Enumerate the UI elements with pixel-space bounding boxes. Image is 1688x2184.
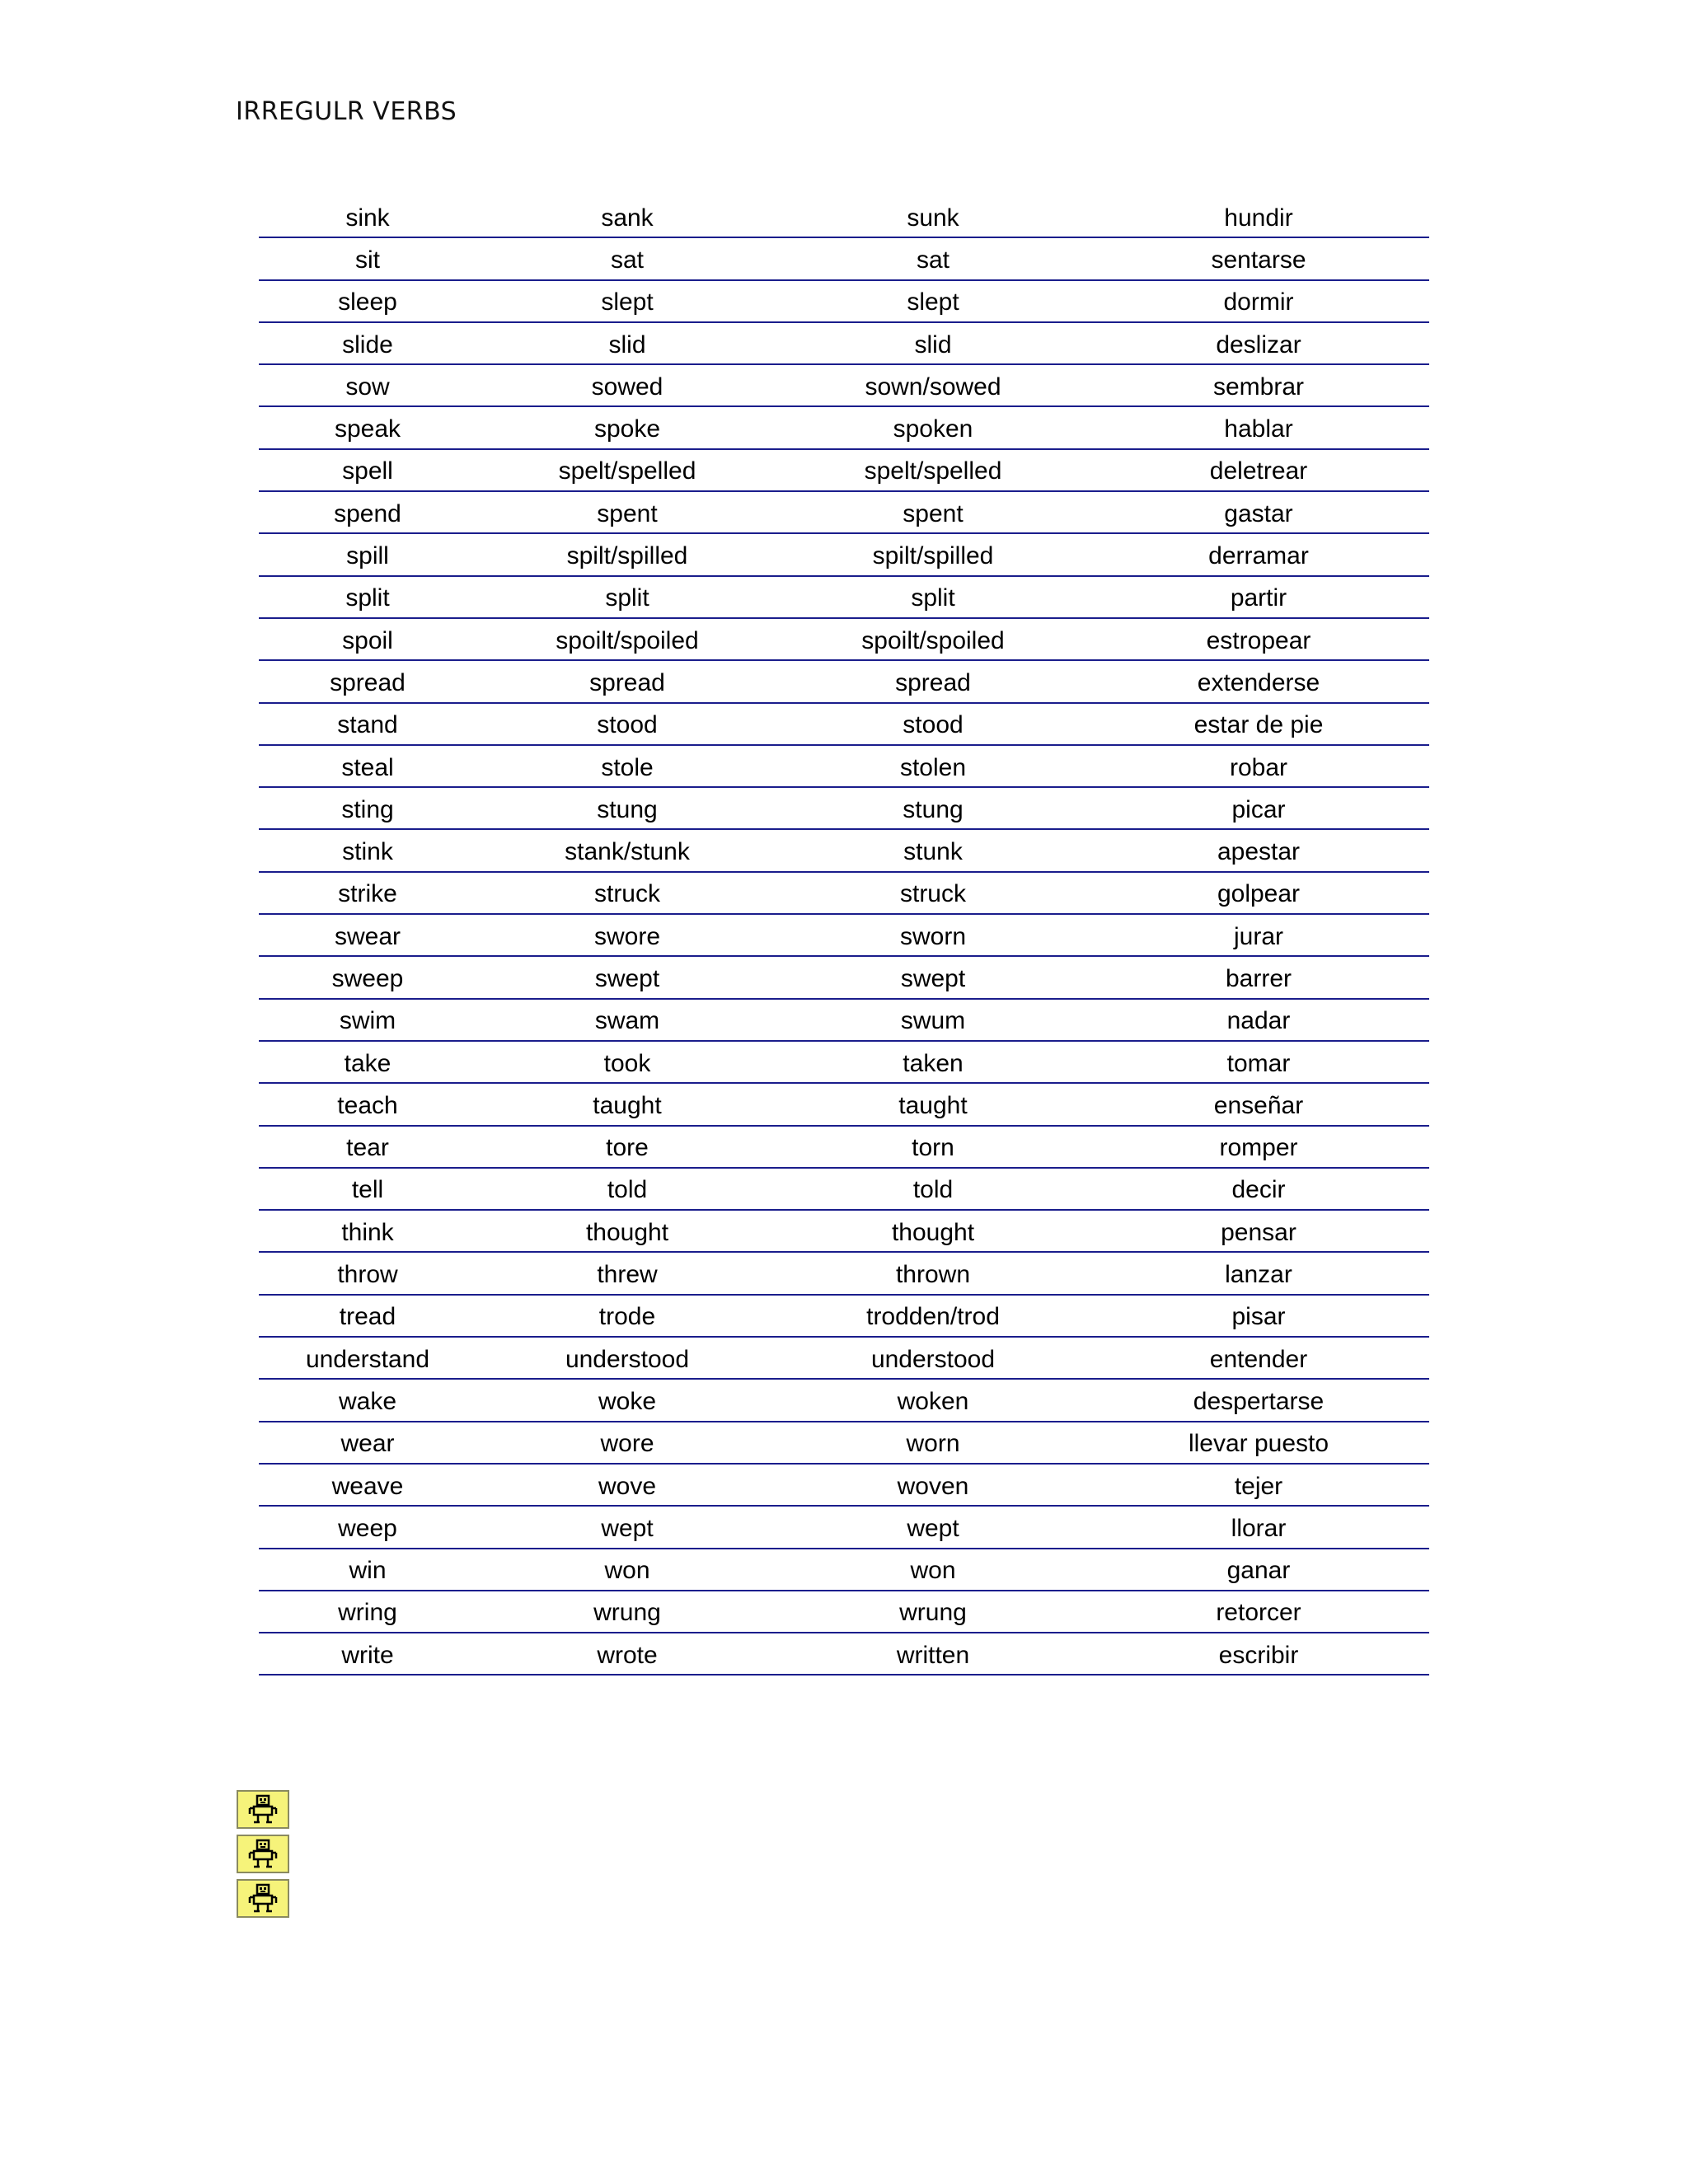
spanish-translation-cell: hundir <box>1224 204 1293 232</box>
table-row <box>259 1591 1429 1633</box>
spanish-translation-cell: golpear <box>1217 880 1301 908</box>
table-row <box>259 957 1429 999</box>
table-row <box>259 1380 1429 1422</box>
table-row <box>259 1169 1429 1211</box>
past-participle-cell: struck <box>899 880 966 908</box>
table-row <box>259 577 1429 619</box>
spanish-translation-cell: sembrar <box>1212 373 1305 401</box>
spanish-translation-cell: ganar <box>1226 1557 1291 1585</box>
robot-icon <box>237 1835 289 1873</box>
table-row <box>259 873 1429 915</box>
past-participle-cell: woven <box>897 1472 969 1500</box>
past-simple-cell: understood <box>565 1345 690 1373</box>
table-row <box>259 1296 1429 1338</box>
robot-icon <box>237 1879 289 1918</box>
infinitive-cell: take <box>344 1049 392 1077</box>
spanish-translation-cell: hablar <box>1224 415 1293 443</box>
past-simple-cell: spoke <box>593 415 661 443</box>
spanish-translation-cell: jurar <box>1233 922 1283 950</box>
spanish-translation-cell: picar <box>1231 795 1286 823</box>
infinitive-cell: swear <box>334 922 401 950</box>
past-simple-cell: spelt/spelled <box>558 457 696 485</box>
table-row <box>259 1127 1429 1169</box>
infinitive-cell: weep <box>338 1514 397 1542</box>
past-simple-cell: wrung <box>593 1599 661 1627</box>
past-participle-cell: split <box>911 584 955 612</box>
past-participle-cell: slid <box>914 330 952 359</box>
past-simple-cell: slid <box>608 330 646 359</box>
infinitive-cell: split <box>345 584 390 612</box>
infinitive-cell: sleep <box>338 288 397 316</box>
infinitive-cell: throw <box>337 1261 398 1289</box>
infinitive-cell: wring <box>338 1599 397 1627</box>
table-row <box>259 1084 1429 1126</box>
past-participle-cell: won <box>910 1557 956 1585</box>
spanish-translation-cell: llevar puesto <box>1188 1430 1329 1458</box>
table-row <box>259 238 1429 280</box>
past-participle-cell: trodden/trod <box>866 1303 1000 1331</box>
past-participle-cell: swum <box>900 1007 966 1035</box>
past-simple-cell: tore <box>606 1134 649 1162</box>
past-simple-cell: wrote <box>597 1641 658 1669</box>
past-participle-cell: woken <box>897 1387 969 1415</box>
spanish-translation-cell: lanzar <box>1225 1261 1292 1289</box>
past-participle-cell: thrown <box>895 1261 971 1289</box>
infinitive-cell: win <box>349 1557 387 1585</box>
spanish-translation-cell: tomar <box>1226 1049 1291 1077</box>
spanish-translation-cell: estropear <box>1206 626 1311 654</box>
infinitive-cell: spread <box>330 668 406 696</box>
past-participle-cell: wrung <box>899 1599 967 1627</box>
icon-stack <box>237 1790 289 1918</box>
spanish-translation-cell: derramar <box>1208 542 1309 570</box>
spanish-translation-cell: partir <box>1230 584 1287 612</box>
table-row <box>259 1253 1429 1295</box>
spanish-translation-cell: entender <box>1209 1345 1308 1373</box>
spanish-translation-cell: dormir <box>1223 288 1294 316</box>
infinitive-cell: steal <box>341 753 394 781</box>
past-simple-cell: spoilt/spoiled <box>556 626 699 654</box>
table-row <box>259 704 1429 746</box>
infinitive-cell: spoil <box>342 626 393 654</box>
infinitive-cell: spend <box>334 499 401 527</box>
infinitive-cell: slide <box>342 330 393 359</box>
past-participle-cell: sworn <box>899 922 967 950</box>
page-title: IRREGULR VERBS <box>236 97 457 126</box>
infinitive-cell: teach <box>337 1091 398 1119</box>
spanish-translation-cell: pisar <box>1231 1303 1286 1331</box>
spanish-translation-cell: estar de pie <box>1193 711 1324 739</box>
infinitive-cell: stand <box>337 711 398 739</box>
table-row <box>259 281 1429 323</box>
past-participle-cell: thought <box>891 1218 975 1246</box>
past-participle-cell: spent <box>903 499 964 527</box>
past-simple-cell: spilt/spilled <box>566 542 688 570</box>
past-simple-cell: slept <box>601 288 654 316</box>
spanish-translation-cell: escribir <box>1218 1641 1299 1669</box>
past-simple-cell: spread <box>589 668 665 696</box>
past-participle-cell: sat <box>916 246 950 274</box>
past-simple-cell: won <box>604 1557 650 1585</box>
past-participle-cell: sunk <box>907 204 959 232</box>
past-simple-cell: struck <box>593 880 660 908</box>
infinitive-cell: spill <box>346 542 389 570</box>
past-simple-cell: stank/stunk <box>565 838 690 866</box>
infinitive-cell: strike <box>338 880 397 908</box>
spanish-translation-cell: pensar <box>1221 1218 1296 1246</box>
spanish-translation-cell: romper <box>1219 1134 1298 1162</box>
past-participle-cell: told <box>912 1176 954 1204</box>
table-row <box>259 196 1429 238</box>
past-simple-cell: took <box>603 1049 651 1077</box>
robot-icon <box>237 1790 289 1829</box>
table-row <box>259 492 1429 534</box>
past-simple-cell: swept <box>594 964 660 992</box>
infinitive-cell: understand <box>305 1345 430 1373</box>
past-participle-cell: written <box>896 1641 970 1669</box>
past-participle-cell: torn <box>912 1134 954 1162</box>
spanish-translation-cell: llorar <box>1231 1514 1287 1542</box>
past-simple-cell: sowed <box>591 373 663 401</box>
past-simple-cell: taught <box>593 1091 662 1119</box>
table-row <box>259 661 1429 703</box>
infinitive-cell: tear <box>346 1134 389 1162</box>
infinitive-cell: sink <box>345 204 390 232</box>
past-participle-cell: spoilt/spoiled <box>861 626 1005 654</box>
table-row <box>259 1507 1429 1549</box>
infinitive-cell: wear <box>340 1430 395 1458</box>
past-participle-cell: spread <box>895 668 971 696</box>
spanish-translation-cell: retorcer <box>1216 1599 1301 1627</box>
past-simple-cell: sank <box>601 204 654 232</box>
infinitive-cell: wake <box>338 1387 397 1415</box>
past-participle-cell: slept <box>907 288 959 316</box>
infinitive-cell: weave <box>331 1472 404 1500</box>
past-simple-cell: told <box>607 1176 648 1204</box>
table-row <box>259 365 1429 407</box>
infinitive-cell: swim <box>339 1007 396 1035</box>
past-participle-cell: taught <box>898 1091 968 1119</box>
past-simple-cell: swam <box>594 1007 660 1035</box>
past-simple-cell: stung <box>597 795 658 823</box>
past-participle-cell: worn <box>906 1430 960 1458</box>
table-row <box>259 830 1429 872</box>
infinitive-cell: tread <box>339 1303 396 1331</box>
table-row <box>259 407 1429 449</box>
past-participle-cell: understood <box>870 1345 996 1373</box>
past-simple-cell: wore <box>600 1430 654 1458</box>
spanish-translation-cell: gastar <box>1224 499 1293 527</box>
past-simple-cell: trode <box>598 1303 656 1331</box>
infinitive-cell: sow <box>345 373 390 401</box>
past-participle-cell: spelt/spelled <box>864 457 1002 485</box>
spanish-translation-cell: tejer <box>1234 1472 1283 1500</box>
past-participle-cell: stunk <box>903 838 963 866</box>
spanish-translation-cell: enseñar <box>1213 1091 1304 1119</box>
past-participle-cell: swept <box>900 964 966 992</box>
table-row <box>259 746 1429 788</box>
table-row <box>259 534 1429 576</box>
spanish-translation-cell: sentarse <box>1211 246 1306 274</box>
table-row <box>259 450 1429 492</box>
past-simple-cell: sat <box>610 246 645 274</box>
spanish-translation-cell: deletrear <box>1209 457 1308 485</box>
past-simple-cell: split <box>605 584 649 612</box>
past-simple-cell: thought <box>585 1218 669 1246</box>
past-participle-cell: spilt/spilled <box>872 542 994 570</box>
table-row <box>259 1338 1429 1380</box>
infinitive-cell: spell <box>342 457 393 485</box>
table-row <box>259 619 1429 661</box>
infinitive-cell: tell <box>351 1176 384 1204</box>
past-simple-cell: wove <box>598 1472 657 1500</box>
spanish-translation-cell: nadar <box>1226 1007 1291 1035</box>
table-row <box>259 1211 1429 1253</box>
table-row <box>259 1633 1429 1675</box>
spanish-translation-cell: extenderse <box>1197 668 1320 696</box>
spanish-translation-cell: despertarse <box>1193 1387 1325 1415</box>
table-row <box>259 323 1429 365</box>
past-simple-cell: woke <box>598 1387 657 1415</box>
past-participle-cell: stood <box>903 711 964 739</box>
spanish-translation-cell: decir <box>1231 1176 1286 1204</box>
past-simple-cell: swore <box>593 922 661 950</box>
spanish-translation-cell: robar <box>1229 753 1288 781</box>
infinitive-cell: write <box>341 1641 394 1669</box>
verb-table <box>259 196 1429 1675</box>
infinitive-cell: think <box>341 1218 394 1246</box>
past-participle-cell: spoken <box>893 415 973 443</box>
infinitive-cell: sting <box>341 795 394 823</box>
past-simple-cell: stole <box>601 753 654 781</box>
table-row <box>259 1000 1429 1042</box>
past-simple-cell: threw <box>597 1261 658 1289</box>
past-participle-cell: stung <box>903 795 964 823</box>
past-simple-cell: stood <box>597 711 658 739</box>
past-simple-cell: wept <box>601 1514 654 1542</box>
infinitive-cell: speak <box>334 415 401 443</box>
infinitive-cell: sweep <box>331 964 404 992</box>
past-participle-cell: stolen <box>899 753 967 781</box>
table-row <box>259 788 1429 830</box>
spanish-translation-cell: deslizar <box>1216 330 1301 359</box>
table-row <box>259 915 1429 957</box>
table-row <box>259 1549 1429 1591</box>
table-row <box>259 1422 1429 1465</box>
infinitive-cell: sit <box>355 246 380 274</box>
table-row <box>259 1042 1429 1084</box>
past-participle-cell: wept <box>907 1514 959 1542</box>
past-participle-cell: sown/sowed <box>865 373 1001 401</box>
table-row <box>259 1465 1429 1507</box>
past-simple-cell: spent <box>597 499 658 527</box>
spanish-translation-cell: barrer <box>1225 964 1292 992</box>
past-participle-cell: taken <box>903 1049 964 1077</box>
infinitive-cell: stink <box>342 838 393 866</box>
spanish-translation-cell: apestar <box>1217 838 1301 866</box>
